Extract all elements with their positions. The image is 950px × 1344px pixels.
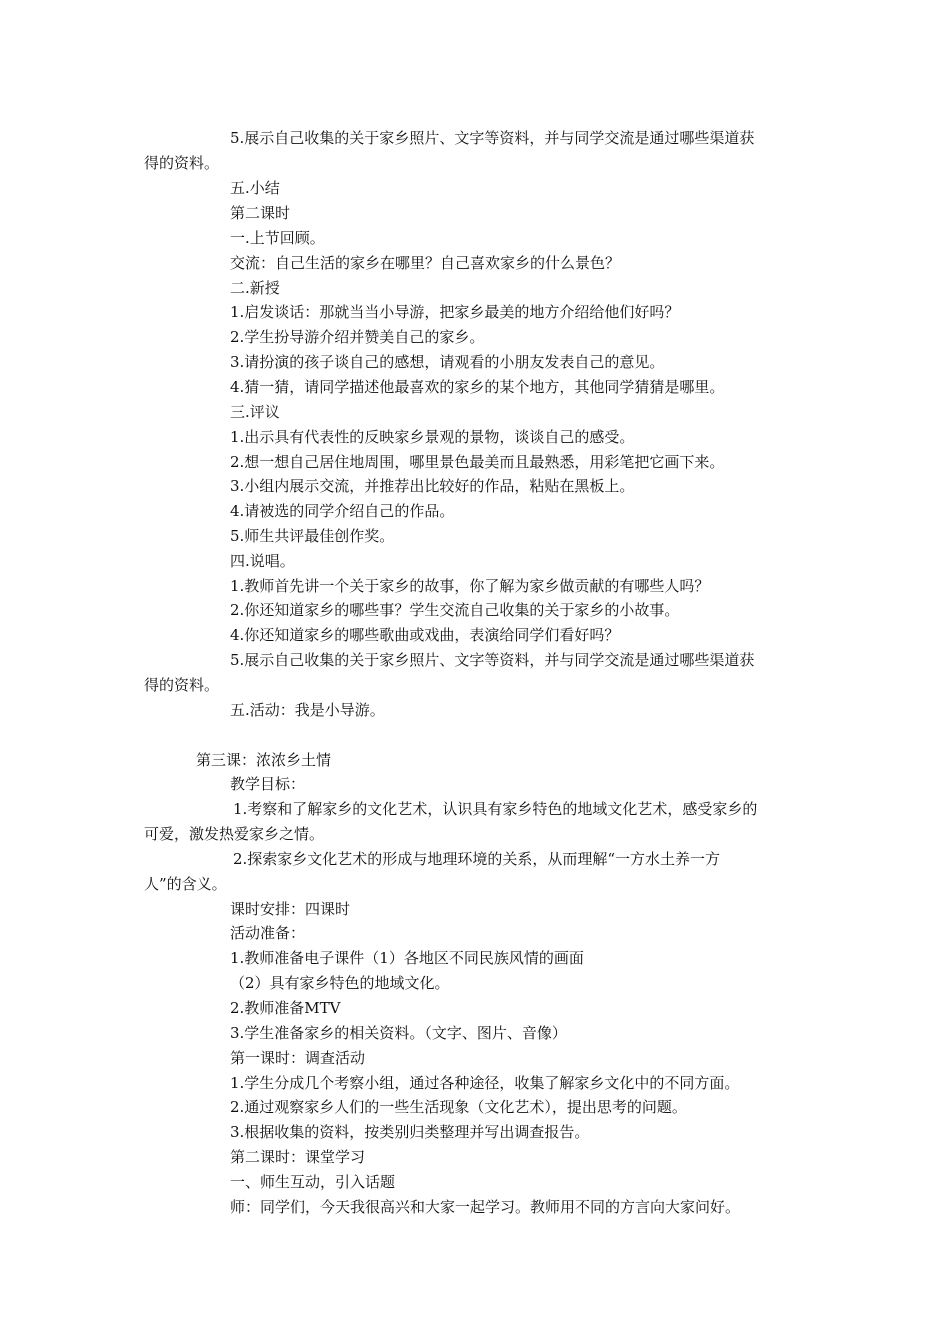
text-line: 第二课时：课堂学习 bbox=[230, 1148, 366, 1166]
text-line: 课时安排：四课时 bbox=[230, 900, 351, 918]
text-line: 2.探索家乡文化艺术的形成与地理环境的关系，从而理解“一方水土养一方 bbox=[233, 850, 720, 868]
text-line: 2.你还知道家乡的哪些事？学生交流自己收集的关于家乡的小故事。 bbox=[230, 601, 680, 619]
lesson-heading: 第三课：浓浓乡土情 bbox=[196, 751, 332, 769]
text-line: 第二课时 bbox=[230, 204, 291, 222]
text-line: 交流：自己生活的家乡在哪里？自己喜欢家乡的什么景色？ bbox=[230, 254, 621, 272]
text-line: 一.上节回顾。 bbox=[230, 229, 325, 247]
text-line: 4.猜一猜，请同学描述他最喜欢的家乡的某个地方，其他同学猜猜是哪里。 bbox=[230, 378, 725, 396]
text-line: 1.学生分成几个考察小组，通过各种途径，收集了解家乡文化中的不同方面。 bbox=[230, 1074, 740, 1092]
text-line: 5.师生共评最佳创作奖。 bbox=[230, 527, 395, 545]
text-line: 1.教师准备电子课件（1）各地区不同民族风情的画面 bbox=[230, 949, 584, 967]
text-line: （2）具有家乡特色的地域文化。 bbox=[230, 974, 450, 992]
text-line: 3.根据收集的资料，按类别归类整理并写出调查报告。 bbox=[230, 1123, 590, 1141]
text-line: 2.想一想自己居住地周围，哪里景色最美而且最熟悉，用彩笔把它画下来。 bbox=[230, 453, 725, 471]
text-line: 师：同学们，今天我很高兴和大家一起学习。教师用不同的方言向大家问好。 bbox=[230, 1198, 741, 1216]
text-line: 五.小结 bbox=[230, 179, 280, 197]
text-line: 得的资料。 bbox=[144, 154, 220, 172]
text-line: 1.教师首先讲一个关于家乡的故事，你了解为家乡做贡献的有哪些人吗？ bbox=[230, 577, 710, 595]
text-line: 3.学生准备家乡的相关资料。（文字、图片、音像） bbox=[230, 1024, 567, 1042]
text-line: 四.说唱。 bbox=[230, 552, 295, 570]
text-line: 5.展示自己收集的关于家乡照片、文字等资料，并与同学交流是通过哪些渠道获 bbox=[230, 651, 755, 669]
text-line: 活动准备： bbox=[230, 924, 306, 942]
text-line: 第一课时：调查活动 bbox=[230, 1049, 366, 1067]
text-line: 三.评议 bbox=[230, 403, 280, 421]
text-line: 五.活动：我是小导游。 bbox=[230, 701, 385, 719]
text-line: 人”的含义。 bbox=[144, 875, 227, 893]
text-line: 得的资料。 bbox=[144, 676, 220, 694]
text-line: 4.你还知道家乡的哪些歌曲或戏曲，表演给同学们看好吗？ bbox=[230, 626, 620, 644]
text-line: 2.学生扮导游介绍并赞美自己的家乡。 bbox=[230, 328, 485, 346]
text-line: 可爱，激发热爱家乡之情。 bbox=[144, 825, 325, 843]
text-line: 2.通过观察家乡人们的一些生活现象（文化艺术），提出思考的问题。 bbox=[230, 1098, 687, 1116]
text-line: 4.请被选的同学介绍自己的作品。 bbox=[230, 502, 455, 520]
text-line: 5.展示自己收集的关于家乡照片、文字等资料，并与同学交流是通过哪些渠道获 bbox=[230, 129, 755, 147]
text-line: 1.出示具有代表性的反映家乡景观的景物，谈谈自己的感受。 bbox=[230, 428, 635, 446]
text-line: 教学目标： bbox=[230, 775, 306, 793]
text-line: 2.教师准备MTV bbox=[230, 999, 341, 1017]
text-line: 一、师生互动，引入话题 bbox=[230, 1173, 396, 1191]
text-line: 二.新授 bbox=[230, 279, 280, 297]
text-line: 1.启发谈话：那就当当小导游，把家乡最美的地方介绍给他们好吗？ bbox=[230, 303, 680, 321]
text-line: 3.小组内展示交流，并推荐出比较好的作品，粘贴在黑板上。 bbox=[230, 477, 635, 495]
text-line: 1.考察和了解家乡的文化艺术，认识具有家乡特色的地域文化艺术，感受家乡的 bbox=[233, 800, 758, 818]
text-line: 3.请扮演的孩子谈自己的感想，请观看的小朋友发表自己的意见。 bbox=[230, 353, 665, 371]
